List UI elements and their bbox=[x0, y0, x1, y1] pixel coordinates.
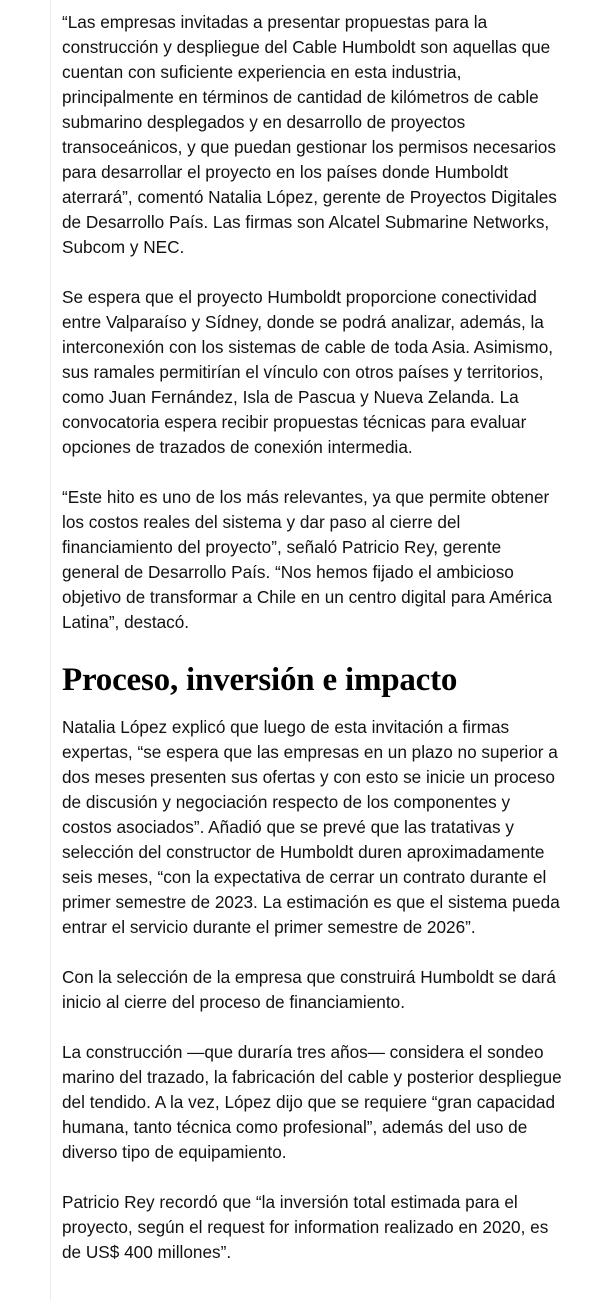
section-heading: Proceso, inversión e impacto bbox=[62, 662, 458, 698]
paragraph-connectivity: Se espera que el proyecto Humboldt proporcione conectividad entre Valparaíso y Sídney, donde se podrá analizar, además, la interconexión con los sistemas de cable de toda Asia. Asimismo, sus ramales permitirían el vínculo con otros países y territorios, como Juan Fernández, Isla de Pascua y Nueva Zelanda. La convocatoria espera recibir propuestas técnicas para evaluar opciones de trazados de conexión intermedia. bbox=[62, 287, 554, 457]
left-border-rule bbox=[50, 0, 51, 1301]
paragraph-investment: Patricio Rey recordó que “la inversión total estimada para el proyecto, según el request for information realizado en 2020, es de US$ 400 millones”. bbox=[62, 1192, 549, 1262]
paragraph-process: Natalia López explicó que luego de esta invitación a firmas expertas, “se espera que las empresas en un plazo no superior a dos meses presenten sus ofertas y con esto se inicie un proceso de discusión y negociación respecto de los componentes y costos asociados”. Añadió que se prevé que las tratativas y selección del constructor de Humboldt duren aproximadamente seis meses, “con la expectativa de cerrar un contrato durante el primer semestre de 2023. La estimación es que el sistema pueda entrar el servicio durante el primer semestre de 2026”. bbox=[62, 717, 560, 937]
article-body bbox=[62, 10, 562, 1290]
paragraph-construction: La construcción —que duraría tres años— considera el sondeo marino del trazado, la fabricación del cable y posterior despliegue del tendido. A la vez, López dijo que se requiere “gran capacidad humana, tanto técnica como profesional”, además del uso de diverso tipo de equipamiento. bbox=[62, 1042, 562, 1162]
paragraph-milestone: “Este hito es uno de los más relevantes, ya que permite obtener los costos reales del sistema y dar paso al cierre del financiamiento del proyecto”, señaló Patricio Rey, gerente general de Desarrollo País. “Nos hemos fijado el ambicioso objetivo de transformar a Chile en un centro digital para América Latina”, destacó. bbox=[62, 487, 553, 632]
paragraph-invited-companies: “Las empresas invitadas a presentar propuestas para la construcción y despliegue del Cable Humboldt son aquellas que cuentan con suficiente experiencia en esta industria, principalmente en términos de cantidad de kilómetros de cable submarino desplegados y en desarrollo de proyectos transoceánicos, y que puedan gestionar los permisos necesarios para desarrollar el proyecto en los países donde Humboldt aterrará”, comentó Natalia López, gerente de Proyectos Digitales de Desarrollo País. Las firmas son Alcatel Submarine Networks, Subcom y NEC. bbox=[62, 12, 557, 257]
paragraph-financing: Con la selección de la empresa que construirá Humboldt se dará inicio al cierre del proceso de financiamiento. bbox=[62, 967, 556, 1012]
